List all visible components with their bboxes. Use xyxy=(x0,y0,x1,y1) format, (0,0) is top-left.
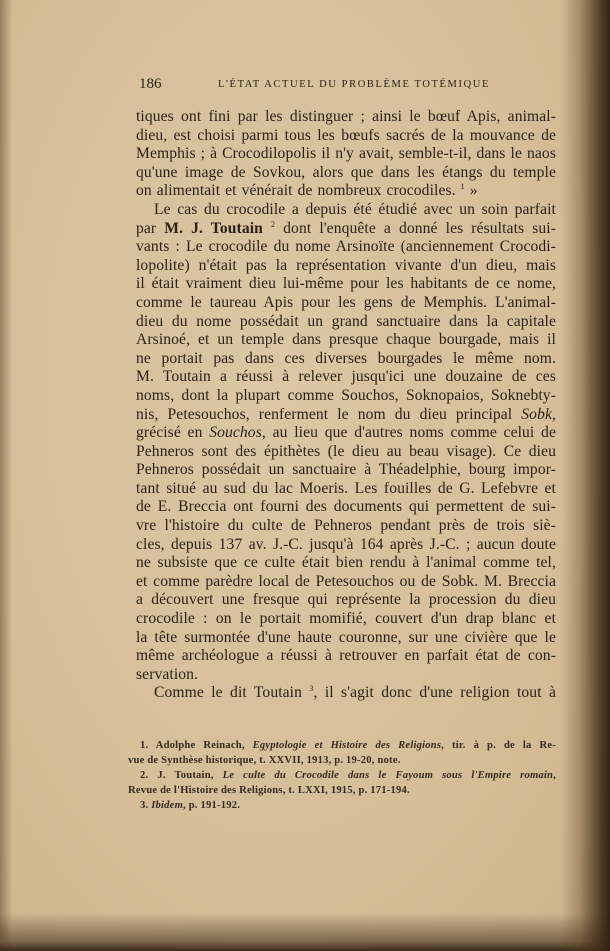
text-run: Ibidem xyxy=(151,800,184,811)
text-line xyxy=(136,684,556,703)
text-line xyxy=(136,201,556,220)
text-line xyxy=(136,313,556,332)
text-run: vants : Le crocodile du nome Arsinoïte (anciennement Crocodi- xyxy=(136,238,556,256)
text-run: , au lieu que d'autres noms comme celui de xyxy=(261,424,556,442)
text-line xyxy=(136,629,556,648)
text-run: M. J. Toutain xyxy=(164,219,263,237)
text-line xyxy=(136,406,556,425)
text-run: » xyxy=(464,182,478,200)
text-line xyxy=(136,182,556,201)
text-line xyxy=(136,424,556,443)
text-run: nis, Petesouchos, renferment le nom du dieu principal xyxy=(136,405,522,423)
text-run: 2. J. Toutain, xyxy=(140,770,223,781)
footnotes xyxy=(128,738,556,813)
body-text xyxy=(136,108,556,703)
text-run: ne portait pas dans ces diverses bourgades le même nom. xyxy=(136,349,556,367)
footnote-line xyxy=(128,768,556,783)
text-run: , tir. à p. de la Re- xyxy=(441,740,556,751)
text-run: il était vraiment dieu lui-même pour les habitants de ce nome, xyxy=(136,275,556,293)
footnote-marker: 1 xyxy=(460,182,465,192)
text-line xyxy=(136,443,556,462)
text-run: 1. Adolphe Reinach, xyxy=(140,740,253,751)
text-line xyxy=(136,350,556,369)
text-line xyxy=(136,127,556,146)
footnote-marker: 2 xyxy=(271,219,276,229)
text-run: Revue de l'Histoire des Religions, t. LXXI, 1915, p. 171-194. xyxy=(128,785,410,796)
text-run: 3. xyxy=(140,800,152,811)
text-line xyxy=(136,220,556,239)
text-line xyxy=(136,108,556,127)
text-run: tiques ont fini par les distinguer ; ainsi le bœuf Apis, animal- xyxy=(136,108,556,125)
footnote-line xyxy=(128,783,556,798)
text-line xyxy=(136,257,556,276)
text-line xyxy=(136,591,556,610)
footnote-line xyxy=(128,798,556,813)
text-line xyxy=(136,387,556,406)
page-header xyxy=(139,76,559,96)
text-run: a découvert une fresque qui représente la procession du dieu xyxy=(136,591,556,609)
text-line xyxy=(136,145,556,164)
text-run: de E. Breccia ont fourni des documents qui permettent de sui- xyxy=(136,498,556,516)
text-line xyxy=(136,536,556,555)
text-run xyxy=(263,220,271,237)
text-line xyxy=(136,647,556,666)
footnote-line xyxy=(128,753,556,768)
text-line xyxy=(136,573,556,592)
text-run: lopolite) n'était pas la représentation vivante d'un dieu, mais xyxy=(136,256,556,274)
text-run: Arsinoé, et un temple dans presque chaque bourgade, mais il xyxy=(136,331,556,349)
text-run: Pehneros possédait un sanctuaire à Théadelphie, bourg impor- xyxy=(136,461,556,479)
text-line xyxy=(136,368,556,387)
text-line xyxy=(136,480,556,499)
text-run: qu'une image de Sovkou, alors que dans les étangs du temple xyxy=(136,163,556,181)
text-line xyxy=(136,238,556,257)
text-run: , p. 191-192. xyxy=(183,800,241,811)
text-line xyxy=(136,294,556,313)
text-line xyxy=(136,610,556,629)
text-run: Sobk xyxy=(521,405,552,423)
text-run: Le cas du crocodile a depuis été étudié avec un soin parfait xyxy=(154,200,556,218)
page-number: 186 xyxy=(139,76,162,92)
text-run: par xyxy=(136,219,165,237)
text-run: vre l'histoire du culte de Pehneros pendant près de trois siè- xyxy=(136,517,556,535)
text-run: Pehneros sont des épithètes (le dieu au beau visage). Ce dieu xyxy=(136,442,556,460)
text-run: ne subsiste que ce culte était bien rendu à l'animal comme tel, xyxy=(136,554,556,572)
text-run: vue de Synthèse historique, t. XXVII, 1913, p. 19-20, note. xyxy=(128,755,401,766)
text-line xyxy=(136,517,556,536)
text-line xyxy=(136,164,556,183)
text-run: tant situé au sud du lac Moeris. Les fouilles de G. Lefebvre et xyxy=(136,479,556,497)
text-line xyxy=(136,666,556,685)
text-run: Souchos xyxy=(209,424,262,442)
text-run: dont l'enquête a donné les résultats sui- xyxy=(275,219,557,237)
text-run: servation. xyxy=(136,665,199,683)
text-run: comme le taureau Apis pour les gens de Memphis. L'animal- xyxy=(136,293,556,311)
text-run: la tête surmontée d'une haute couronne, sur une civière que le xyxy=(136,628,556,646)
text-run: , il s'agit donc d'une religion tout à xyxy=(313,684,557,702)
text-run: dieu, est choisi parmi tous les bœufs sacrés de la mouvance de xyxy=(136,126,556,144)
text-run: crocodile : on le portait momifié, couvert d'un drap blanc et xyxy=(136,610,556,628)
text-run: même archéologue a réussi à retrouver en parfait état de con- xyxy=(136,647,556,665)
text-run: on alimentait et vénérait de nombreux crocodiles. xyxy=(136,182,461,200)
text-line xyxy=(136,331,556,350)
text-run: noms, dont la plupart comme Souchos, Soknopaios, Soknebty- xyxy=(136,386,556,404)
text-run: Egyptologie et Histoire des Religions xyxy=(252,740,442,751)
text-line xyxy=(136,461,556,480)
text-run: grécisé en xyxy=(136,424,210,442)
footnote-line xyxy=(128,738,556,753)
text-run: Le culte du Crocodile dans le Fayoum sous l'Empire romain xyxy=(222,770,554,781)
running-head: L'ÉTAT ACTUEL DU PROBLÈME TOTÉMIQUE xyxy=(218,79,490,90)
text-run: M. Toutain a réussi à relever jusqu'ici une douzaine de ces xyxy=(136,368,556,386)
text-line xyxy=(136,275,556,294)
text-run: Comme le dit Toutain xyxy=(154,684,310,702)
text-line xyxy=(136,498,556,517)
text-run: , xyxy=(553,770,557,781)
text-run: Memphis ; à Crocodilopolis il n'y avait, semble-t-il, dans le naos xyxy=(136,145,556,163)
footnote-marker: 3 xyxy=(309,684,314,694)
text-run: , xyxy=(552,405,556,423)
text-run: dieu du nome possédait un grand sanctuaire dans la capitale xyxy=(136,312,556,330)
text-run: cles, depuis 137 av. J.-C. jusqu'à 164 après J.-C. ; aucun doute xyxy=(136,535,556,553)
text-line xyxy=(136,554,556,573)
text-run: et comme parèdre local de Petesouchos ou de Sobk. M. Breccia xyxy=(136,572,556,590)
